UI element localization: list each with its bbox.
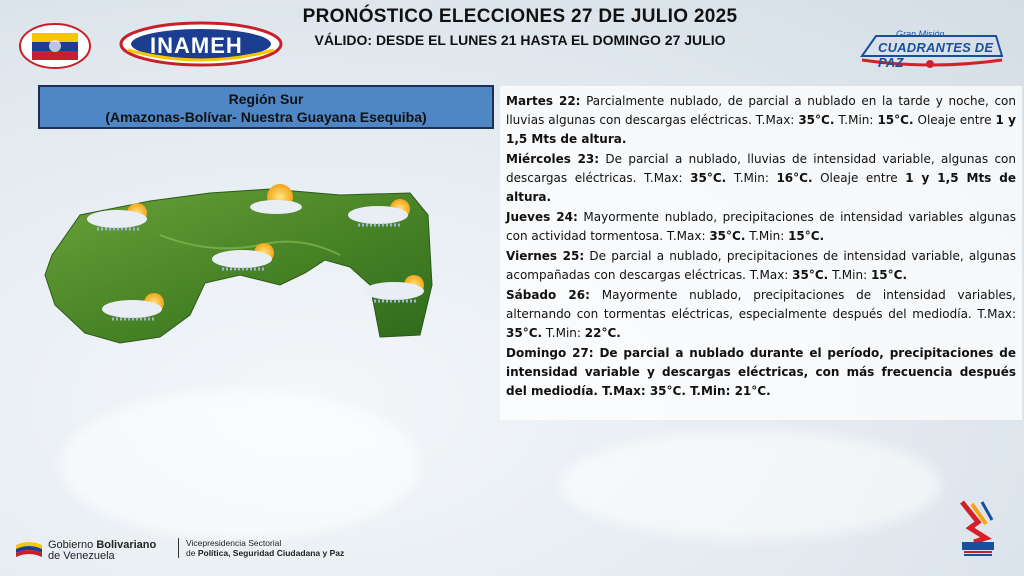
forecast-text: 15°C.: [788, 229, 825, 243]
vicepresidencia-line1: Vicepresidencia Sectorial: [186, 538, 282, 548]
vicepresidencia-line2: de Política, Seguridad Ciudadana y Paz: [186, 548, 345, 558]
forecast-text: Parcialmente nublado, de parcial a nublado en la tarde y noche, con lluvias algunas con descargas eléctricas. T.Max:: [506, 94, 1016, 127]
inameh-wordmark: INAMEH: [150, 33, 243, 58]
forecast-text: 35°C.: [690, 171, 727, 185]
region-subtitle: (Amazonas-Bolívar- Nuestra Guayana Esequiba): [105, 109, 427, 125]
forecast-entry: [506, 247, 1016, 285]
forecast-entry: [506, 208, 1016, 246]
forecast-text: T.Min:: [542, 326, 585, 340]
forecast-entry: [506, 286, 1016, 343]
forecast-text: Oleaje entre: [913, 113, 996, 127]
forecast-day: Domingo 27:: [506, 346, 594, 360]
forecast-text: 35°C.: [506, 326, 543, 340]
forecast-text: 1 y 1,5 Mts de altura.: [506, 113, 1017, 146]
region-map: [40, 175, 450, 350]
forecast-text: T.Min:: [828, 268, 871, 282]
background-cloud: [60, 390, 420, 540]
forecast-text: De parcial a nublado, precipitaciones de intensidad variable, algunas acompañadas con descargas eléctricas. T.Max:: [506, 249, 1017, 282]
forecast-text: De parcial a nublado, lluvias de intensidad variable, algunas con descargas eléctricas. T.Max:: [506, 152, 1017, 185]
forecast-text: Oleaje entre: [812, 171, 906, 185]
region-title: Región Sur: [228, 91, 304, 107]
page-title: PRONÓSTICO ELECCIONES 27 DE JULIO 2025: [302, 6, 738, 27]
gran-mision-big-text: CUADRANTES DE PAZ: [878, 40, 994, 70]
footer-divider: [178, 538, 179, 558]
cloud-sun-rain-icon: [87, 203, 147, 229]
gran-mision-small-text: Gran Misión: [896, 29, 945, 39]
forecast-panel: [500, 86, 1022, 420]
header: [260, 6, 780, 48]
forecast-entry: [506, 150, 1016, 207]
page-subtitle: VÁLIDO: DESDE EL LUNES 21 HASTA EL DOMINGO 27 JULIO: [314, 32, 726, 48]
forecast-text: 16°C.: [776, 171, 813, 185]
forecast-text: 15°C.: [877, 113, 914, 127]
forecast-entry: [506, 344, 1016, 401]
forecast-text: T.Min:: [726, 171, 777, 185]
forecast-day: Sábado 26:: [506, 288, 590, 302]
gobierno-line1: Gobierno Bolivariano: [48, 539, 157, 551]
vicepresidencia-text: [186, 538, 386, 558]
venezuela-coat-logo: [18, 22, 92, 70]
forecast-day: Miércoles 23:: [506, 152, 600, 166]
forecast-text: 35°C.: [798, 113, 835, 127]
forecast-day: Jueves 24:: [506, 210, 578, 224]
forecast-text: Mayormente nublado, precipitaciones de intensidad variables, alternando con tormentas eléctricas, especialmente después del mediodía. T.Max:: [506, 288, 1016, 321]
forecast-text: 15°C.: [870, 268, 908, 282]
forecast-text: T.Min:: [745, 229, 789, 243]
background-cloud: [560, 430, 940, 540]
forecast-day: Viernes 25:: [506, 249, 585, 263]
forecast-text: De parcial a nublado durante el período, precipitaciones de intensidad variable y descargas eléctricas, con más frecuencia después del mediodía. T.Max: 35°C. T.Min: 21°C.: [506, 346, 1017, 398]
gobierno-bolivariano-logo: [16, 537, 186, 561]
gobierno-line2: de Venezuela: [48, 550, 115, 562]
forecast-text: 35°C.: [792, 268, 829, 282]
forecast-text: 22°C.: [584, 326, 621, 340]
bicentenario-logo: [952, 498, 1004, 560]
forecast-day: Martes 22:: [506, 94, 581, 108]
forecast-text: T.Min:: [834, 113, 878, 127]
forecast-text: Mayormente nublado, precipitaciones de intensidad variables algunas con actividad tormentosa. T.Max:: [506, 210, 1016, 243]
forecast-entry: [506, 92, 1016, 149]
forecast-text: 1 y 1,5 Mts de altura.: [506, 171, 1016, 204]
venezuela-flag-icon: [16, 541, 42, 557]
forecast-text: 35°C.: [709, 229, 746, 243]
region-box: [38, 85, 494, 129]
gran-mision-logo: [856, 26, 1008, 72]
